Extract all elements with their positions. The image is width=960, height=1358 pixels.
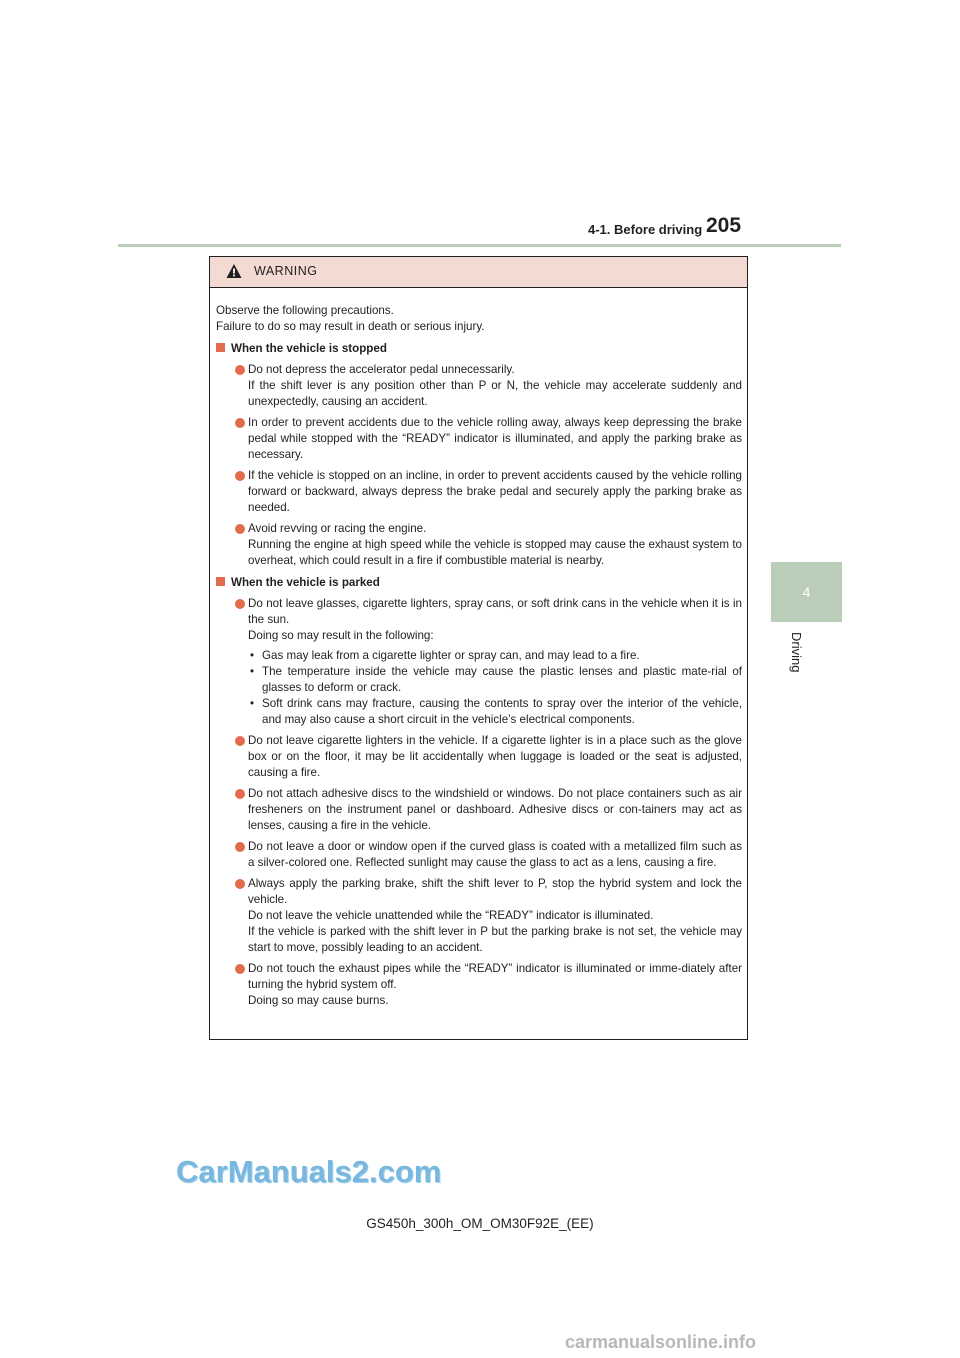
item-line: Do not leave the vehicle unattended while the “READY” indicator is illuminated. bbox=[248, 909, 654, 922]
warning-item bbox=[216, 961, 742, 1009]
circle-bullet-icon bbox=[235, 879, 245, 889]
warning-item bbox=[216, 876, 742, 956]
page-number: 205 bbox=[706, 214, 742, 237]
item-line: Do not leave cigarette lighters in the vehicle. If a cigarette lighter is in a place such as the glove box or on the floor, it may be lit accidentally when luggage is loaded or the seat is adjusted, causing a fire. bbox=[248, 734, 742, 779]
item-line: If the shift lever is any position other than P or N, the vehicle may accelerate suddenly and unexpectedly, causing an accident. bbox=[248, 379, 742, 408]
section-heading-stopped bbox=[216, 341, 742, 357]
dot-bullet-icon: • bbox=[250, 665, 255, 678]
warning-item bbox=[216, 596, 742, 728]
warning-item bbox=[216, 468, 742, 516]
warning-item bbox=[216, 839, 742, 871]
warning-title: WARNING bbox=[254, 264, 318, 278]
chapter-label: Driving bbox=[789, 632, 804, 673]
document-code: GS450h_300h_OM_OM30F92E_(EE) bbox=[366, 1216, 594, 1231]
sub-item-text: The temperature inside the vehicle may cause the plastic lenses and plastic mate-rial of glasses to deform or crack. bbox=[262, 665, 742, 694]
warning-intro bbox=[216, 303, 742, 335]
circle-bullet-icon bbox=[235, 471, 245, 481]
item-line: Do not leave a door or window open if the curved glass is coated with a metallized film such as a silver-colored one. Reflected sunlight may cause the glass to act as a lens, causing a fire. bbox=[248, 840, 742, 869]
sub-list-item bbox=[248, 664, 742, 696]
warning-triangle-icon bbox=[226, 263, 242, 279]
sub-item-text: Gas may leak from a cigarette lighter or spray can, and may lead to a fire. bbox=[262, 649, 640, 662]
intro-line: Failure to do so may result in death or serious injury. bbox=[216, 320, 485, 333]
square-bullet-icon bbox=[216, 577, 225, 586]
warning-header bbox=[210, 257, 747, 288]
item-line: Do not touch the exhaust pipes while the “READY” indicator is illuminated or imme-diately after turning the hybrid system off. bbox=[248, 962, 742, 991]
section-heading-text: When the vehicle is parked bbox=[231, 576, 380, 589]
section-title: 4-1. Before driving bbox=[588, 222, 703, 237]
site-watermark: carmanualsonline.info bbox=[565, 1332, 757, 1352]
warning-item bbox=[216, 415, 742, 463]
dot-bullet-icon: • bbox=[250, 697, 255, 710]
item-line: If the vehicle is stopped on an incline, in order to prevent accidents caused by the vehicle rolling forward or backward, always depress the brake pedal and securely apply the parking brake as needed. bbox=[248, 469, 742, 514]
item-line: Do not attach adhesive discs to the windshield or windows. Do not place containers such as air fresheners on the instrument panel or dashboard. Adhesive discs or con-tainers may act as lenses, causing a fire in the vehicle. bbox=[248, 787, 742, 832]
warning-item bbox=[216, 786, 742, 834]
sub-list bbox=[248, 648, 742, 728]
warning-item bbox=[216, 733, 742, 781]
item-line: Running the engine at high speed while the vehicle is stopped may cause the exhaust system to overheat, which could result in a fire if combustible material is nearby. bbox=[248, 538, 742, 567]
circle-bullet-icon bbox=[235, 365, 245, 375]
warning-item bbox=[216, 362, 742, 410]
circle-bullet-icon bbox=[235, 789, 245, 799]
circle-bullet-icon bbox=[235, 964, 245, 974]
warning-body bbox=[210, 288, 747, 1024]
item-line: Do not depress the accelerator pedal unnecessarily. bbox=[248, 363, 515, 376]
section-heading-text: When the vehicle is stopped bbox=[231, 342, 387, 355]
sub-list-item bbox=[248, 696, 742, 728]
item-line: Doing so may result in the following: bbox=[248, 629, 434, 642]
warning-item bbox=[216, 521, 742, 569]
item-line: In order to prevent accidents due to the vehicle rolling away, always keep depressing the brake pedal while stopped with the “READY” indicator is illuminated, and apply the parking brake as necessary. bbox=[248, 416, 742, 461]
section-heading-parked bbox=[216, 575, 742, 591]
dot-bullet-icon: • bbox=[250, 649, 255, 662]
warning-box bbox=[209, 256, 748, 1040]
header-rule bbox=[118, 244, 841, 247]
watermark-logo: CarManuals2.com bbox=[176, 1154, 442, 1189]
item-line: If the vehicle is parked with the shift lever in P but the parking brake is not set, the vehicle may start to move, possibly leading to an accident. bbox=[248, 925, 742, 954]
intro-line: Observe the following precautions. bbox=[216, 304, 394, 317]
item-line: Doing so may cause burns. bbox=[248, 994, 389, 1007]
chapter-tab: 4 bbox=[771, 562, 842, 622]
circle-bullet-icon bbox=[235, 418, 245, 428]
circle-bullet-icon bbox=[235, 599, 245, 609]
square-bullet-icon bbox=[216, 343, 225, 352]
sub-item-text: Soft drink cans may fracture, causing the contents to spray over the interior of the vehicle, and may also cause a short circuit in the vehicle’s electrical components. bbox=[262, 697, 742, 726]
circle-bullet-icon bbox=[235, 736, 245, 746]
item-line: Always apply the parking brake, shift the shift lever to P, stop the hybrid system and lock the vehicle. bbox=[248, 877, 742, 906]
item-line: Do not leave glasses, cigarette lighters, spray cans, or soft drink cans in the vehicle when it is in the sun. bbox=[248, 597, 742, 626]
sub-list-item bbox=[248, 648, 742, 664]
item-line: Avoid revving or racing the engine. bbox=[248, 522, 427, 535]
circle-bullet-icon bbox=[235, 524, 245, 534]
circle-bullet-icon bbox=[235, 842, 245, 852]
